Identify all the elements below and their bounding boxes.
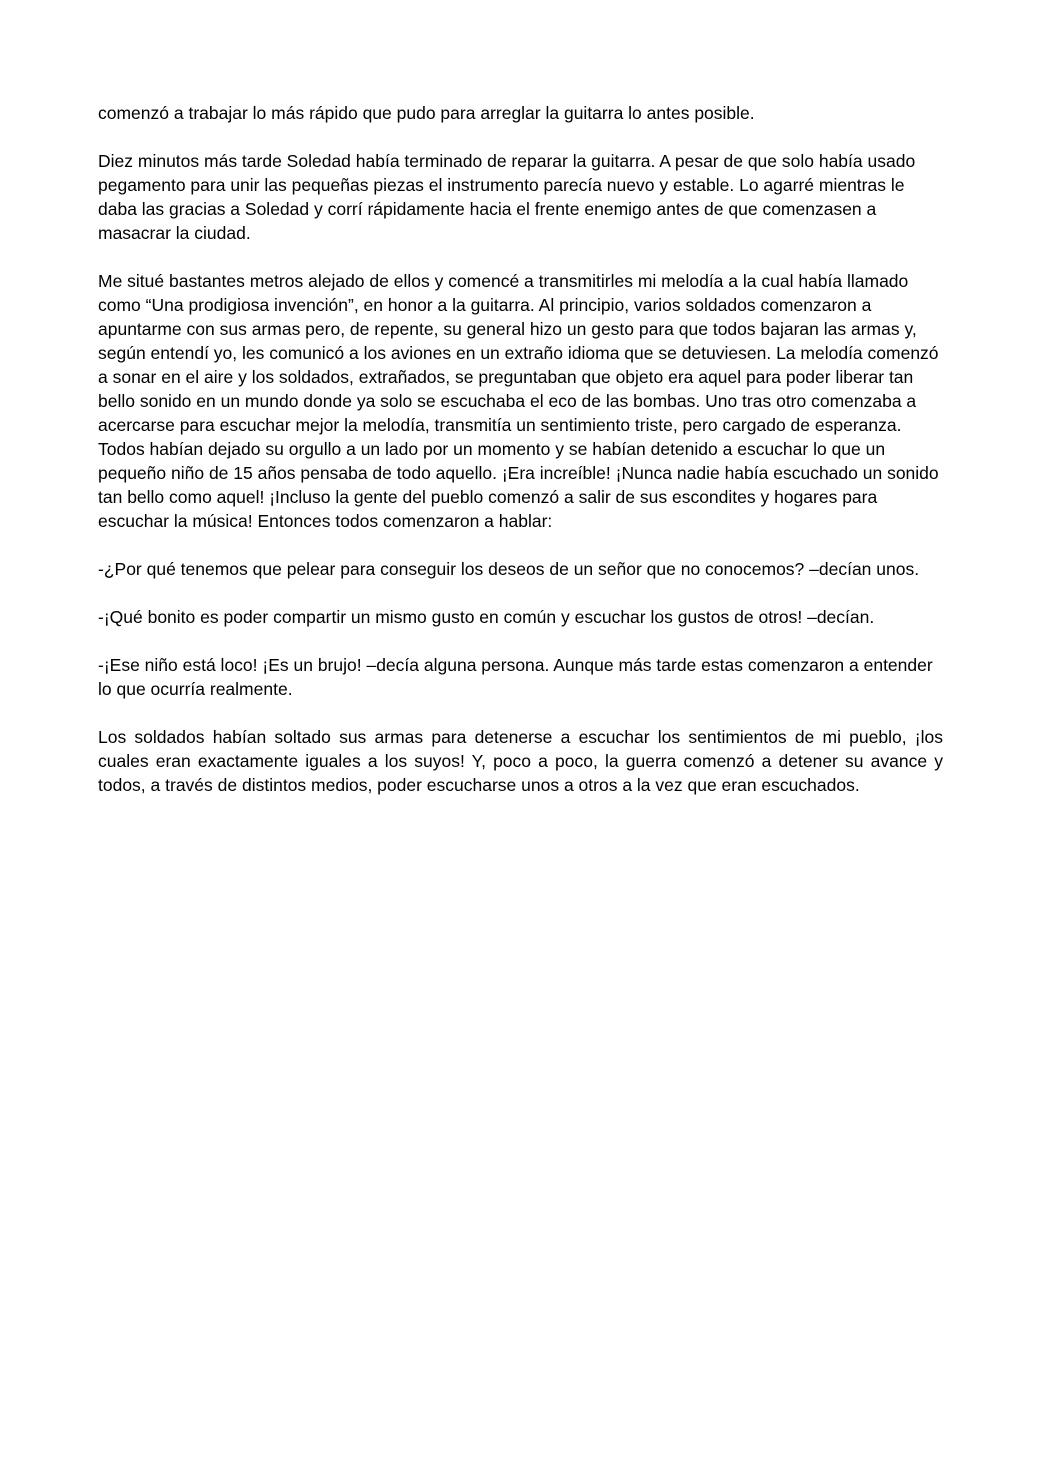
paragraph-guitar-repaired: Diez minutos más tarde Soledad había terminado de reparar la guitarra. A pesar de que solo había usado pegamento para unir las pequeñas piezas el instrumento parecía nuevo y estable. Lo agarré mientras le daba las gracias a Soledad y corrí rápidamente hacia el frente enemigo antes de que comenzasen a masacrar la ciudad.: [98, 151, 916, 243]
dialogue-line-shared-taste: -¡Qué bonito es poder compartir un mismo gusto en común y escuchar los gustos de otros! –decían.: [98, 607, 875, 627]
paragraph-soldiers-dropped-weapons: Los soldados habían soltado sus armas para detenerse a escuchar los sentimientos de mi pueblo, ¡los cuales eran exactamente iguales a los suyos! Y, poco a poco, la guerra comenzó a detener su avance y todos, a través de distintos medios, poder escucharse unos a otros a la vez que eran escuchados.: [98, 727, 943, 795]
paragraph-guitar-fix-intro: comenzó a trabajar lo más rápido que pudo para arreglar la guitarra lo antes posible.: [98, 103, 755, 123]
dialogue-line-why-fight: -¿Por qué tenemos que pelear para conseguir los deseos de un señor que no conocemos? –decían unos.: [98, 559, 920, 579]
paragraph-melody-performance: Me situé bastantes metros alejado de ellos y comencé a transmitirles mi melodía a la cual había llamado como “Una prodigiosa invención”, en honor a la guitarra. Al principio, varios soldados comenzaron a apuntarme con sus armas pero, de repente, su general hizo un gesto para que todos bajaran las armas y, según entendí yo, les comunicó a los aviones en un extraño idioma que se detuviesen. La melodía comenzó a sonar en el aire y los soldados, extrañados, se preguntaban que objeto era aquel para poder liberar tan bello sonido en un mundo donde ya solo se escuchaba el eco de las bombas. Uno tras otro comenzaba a acercarse para escuchar mejor la melodía, transmitía un sentimiento triste, pero cargado de esperanza. Todos habían dejado su orgullo a un lado por un momento y se habían detenido a escuchar lo que un pequeño niño de 15 años pensaba de todo aquello. ¡Era increíble! ¡Nunca nadie había escuchado un sonido tan bello como aquel! ¡Incluso la gente del pueblo comenzó a salir de sus escondites y hogares para escuchar la música! Entonces todos comenzaron a hablar:: [98, 271, 939, 531]
dialogue-line-crazy-boy: -¡Ese niño está loco! ¡Es un brujo! –decía alguna persona. Aunque más tarde estas comenzaron a entender lo que ocurría realmente.: [98, 655, 933, 699]
